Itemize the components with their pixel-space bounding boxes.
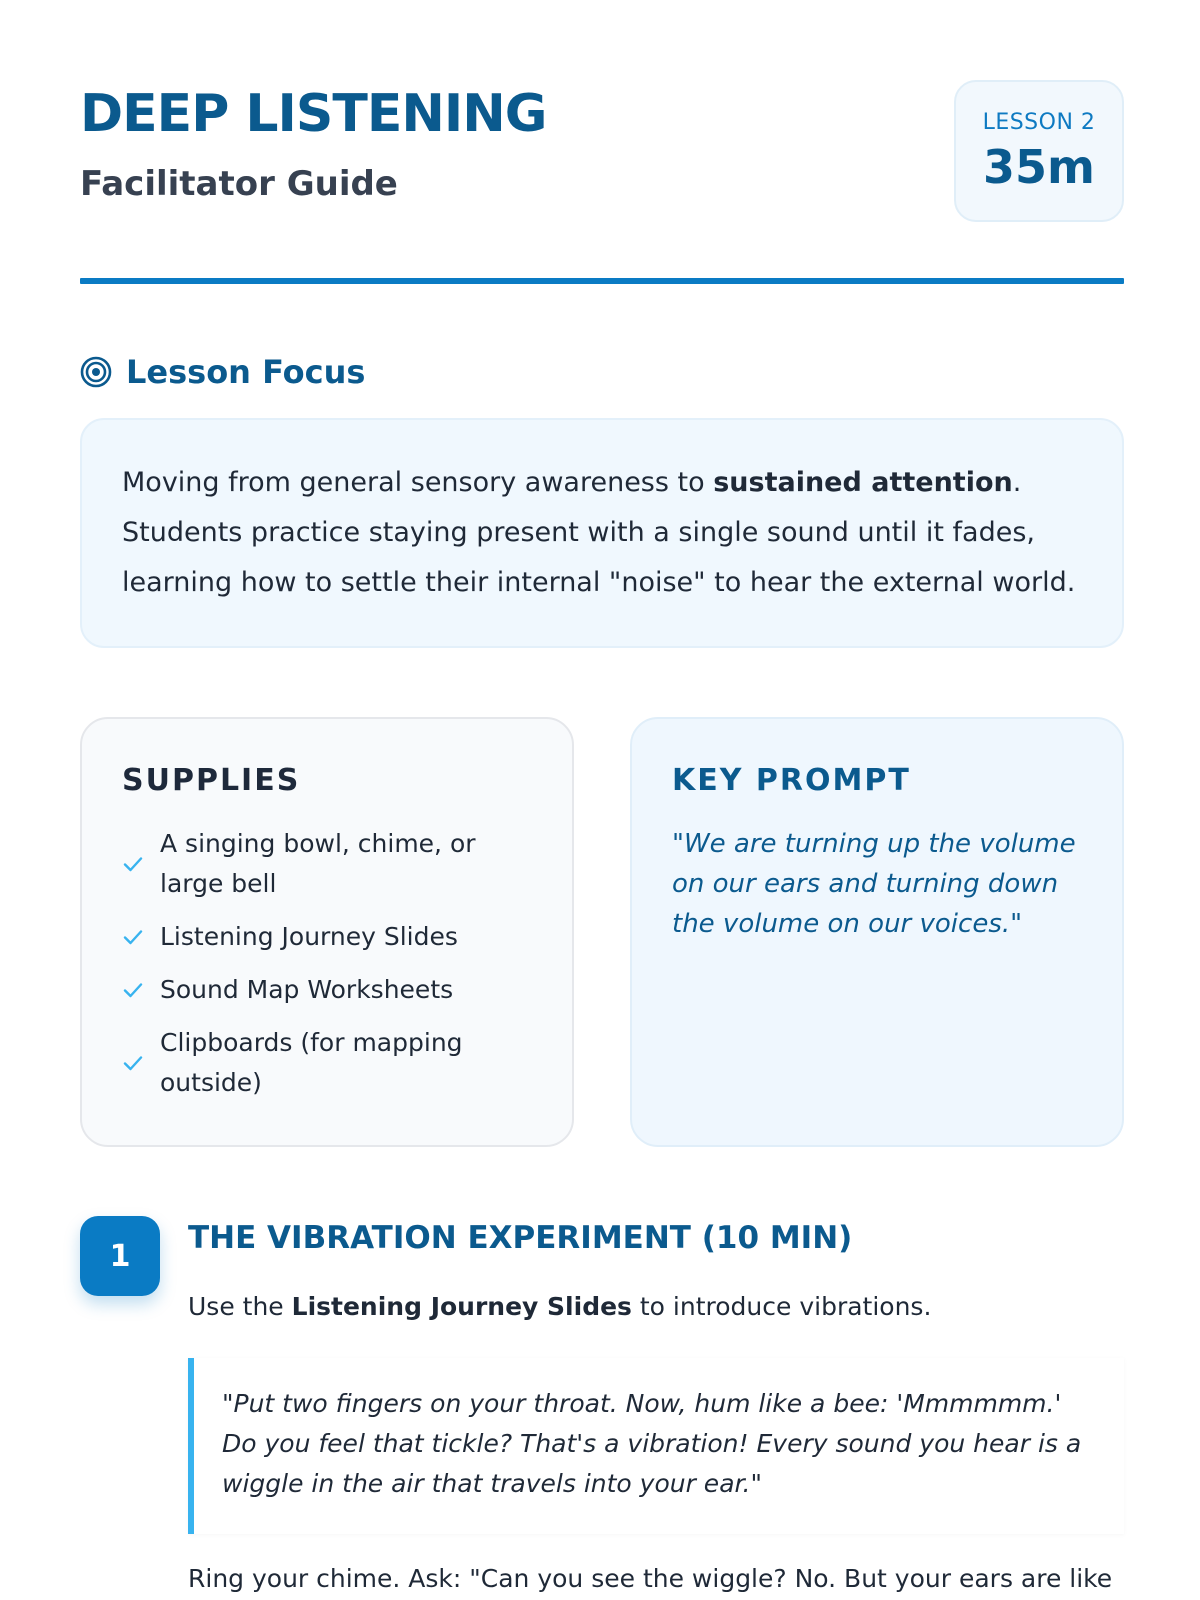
check-icon (122, 1052, 144, 1074)
page-subtitle: Facilitator Guide (80, 164, 398, 204)
lesson-focus-heading (80, 350, 365, 394)
step-quote-text: "Put two fingers on your throat. Now, hum like a bee: 'Mmmmmm.' Do you feel that tickle? That's a vibration! Every sound you hear is a wiggle in the air that travels into your ear." (222, 1389, 1082, 1498)
supply-item (122, 970, 532, 1010)
key-prompt-card (630, 717, 1124, 1147)
lesson-focus-text (122, 458, 1082, 608)
step-script-quote (188, 1358, 1124, 1534)
lesson-duration: 35m (983, 140, 1095, 194)
supply-item (122, 1023, 532, 1103)
supply-item (122, 824, 532, 904)
target-icon (80, 356, 112, 388)
step-title: THE VIBRATION EXPERIMENT (10 MIN) (188, 1220, 853, 1256)
step-intro-end: to introduce vibrations. (631, 1292, 932, 1321)
step-intro (188, 1292, 931, 1321)
facilitator-guide-page (80, 0, 1124, 1600)
step-intro-start: Use the (188, 1292, 292, 1321)
supply-item-label: Clipboards (for mapping outside) (160, 1028, 463, 1097)
key-prompt-title: KEY PROMPT (672, 763, 911, 798)
supplies-card (80, 717, 574, 1147)
step-number-badge: 1 (80, 1216, 160, 1296)
step-followup-text: Ring your chime. Ask: "Can you see the wiggle? No. But your ears are like (188, 1564, 1113, 1593)
lesson-focus-box (80, 418, 1124, 648)
lesson-focus-title: Lesson Focus (126, 353, 366, 391)
key-prompt-quote: "We are turning up the volume on our ears and turning down the volume on our voices." (672, 829, 1076, 939)
lesson-badge (954, 80, 1124, 222)
focus-text-emphasis: sustained attention (713, 467, 1013, 498)
header-divider (80, 278, 1124, 284)
supplies-title: SUPPLIES (122, 763, 301, 798)
check-icon (122, 926, 144, 948)
supply-item-label: A singing bowl, chime, or large bell (160, 829, 476, 898)
supplies-list (122, 824, 532, 1103)
focus-text-end: . Students practice staying present with a single sound until it fades, learning how to settle their internal "noise" to hear the external world. (122, 467, 1076, 598)
supply-item-label: Listening Journey Slides (160, 922, 458, 951)
check-icon (122, 853, 144, 875)
lesson-number: LESSON 2 (982, 110, 1096, 135)
check-icon (122, 979, 144, 1001)
header (80, 80, 1124, 230)
step-intro-emphasis: Listening Journey Slides (291, 1292, 632, 1321)
focus-text-start: Moving from general sensory awareness to (122, 467, 714, 498)
supply-item (122, 917, 532, 957)
page-title: DEEP LISTENING (80, 84, 547, 144)
supply-item-label: Sound Map Worksheets (160, 975, 454, 1004)
